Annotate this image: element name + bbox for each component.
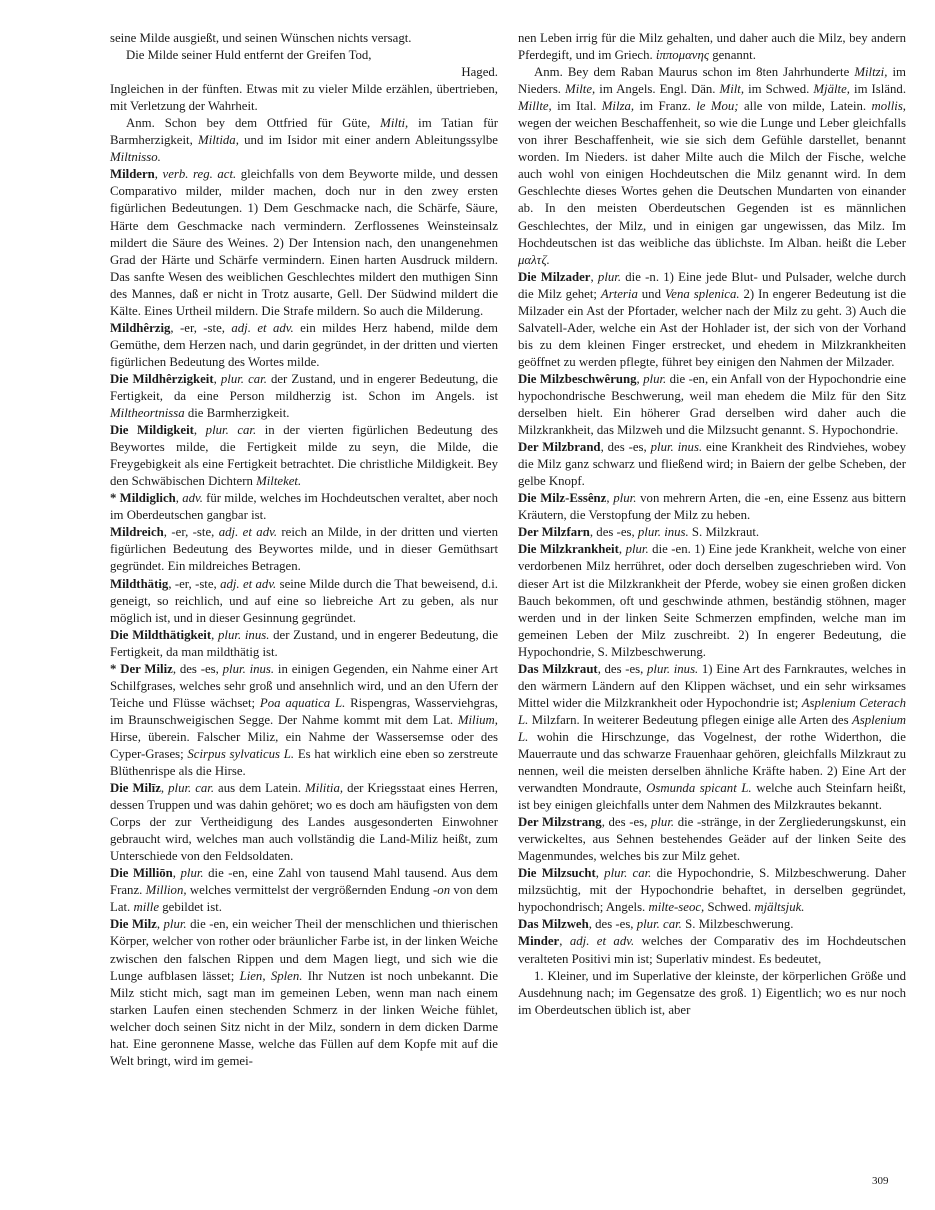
headword: Der Milzfarn <box>518 525 590 540</box>
entry-text: , <box>559 934 570 949</box>
entry-text: im Nieders. <box>518 65 906 97</box>
entry-text: die -en, eine Zahl von tausend Mahl tausend. Aus dem Franz. <box>110 866 499 898</box>
entry-text: die -en, ein Anfall von der Hypochondrie eine hypochondrische Beschwerung, weil man ehedem die Milz für den Sitz derselben hielt. Ein höherer Grad derselben wird daher auch die Milzkrankheit, das Milzweh und die Milzsucht genannt. S. Hypochondrie. <box>518 371 907 438</box>
entry-text: , <box>590 269 598 284</box>
entry-text: im Ital. <box>551 99 602 114</box>
entry-text: , -er, -ste, <box>163 525 219 540</box>
dictionary-entry <box>518 439 906 490</box>
italic-term: Miltnisso. <box>110 150 161 165</box>
headword: Die Milzsucht <box>518 866 596 881</box>
entry-text: Rispengras, Wasserviehgras, im Braunschweigischen Segge. Der Nahme kommt mit dem Lat. <box>110 695 498 727</box>
entry-text: Hirse, überein. Falscher Miliz, ein Nahme der Wassersemse oder des Cyper-Grases; <box>110 729 498 761</box>
dictionary-entry <box>518 541 906 660</box>
dictionary-entry <box>110 422 498 490</box>
entry-text: , <box>636 371 644 386</box>
italic-term: plur. inus. <box>222 661 275 676</box>
headword: Mildhêrzig <box>110 320 171 335</box>
italic-term: plur. <box>625 542 649 557</box>
italic-term: plur. car. <box>205 423 257 438</box>
italic-term: plur. inus. <box>637 525 689 540</box>
italic-term: plur. car. <box>604 866 652 881</box>
entry-text: alle von milde, Latein. <box>738 99 872 114</box>
dictionary-entry <box>518 661 906 814</box>
dictionary-entry <box>110 371 498 422</box>
entry-text: aus dem Latein. <box>214 781 306 796</box>
italic-term: plur. car. <box>636 917 682 932</box>
headword: Das Milzweh <box>518 917 589 932</box>
italic-term: Poa aquatica L. <box>259 695 346 710</box>
entry-text: , <box>595 866 605 881</box>
entry-text: , des -es, <box>588 917 637 932</box>
headword: Die Milz <box>110 917 157 932</box>
headword: Die Milzkrankheit <box>518 542 619 557</box>
italic-term: Militia, <box>305 781 344 796</box>
italic-term: Millte, <box>518 99 552 114</box>
headword: Die Mildigkeit <box>110 423 194 438</box>
left-column <box>110 30 498 1070</box>
dictionary-entry <box>110 490 498 524</box>
italic-term: Mjälte, <box>813 82 850 97</box>
entry-text: , des -es, <box>589 525 638 540</box>
entry-text: , des -es, <box>597 661 647 676</box>
entry-text: , des -es, <box>601 815 651 830</box>
entry-text: gleichfalls von dem Beyworte milde, und dessen Comparativo milder, milder machen, doch nur in den zwey ersten figürlichen Bedeutungen. 1) Dem Geschmacke nach, die Schärfe, Säure, Härte dem Geschmacke nach vermindern. Zerflossenes Weinsteinsalz mildert die Säure des Weines. 2) Der Intension nach, den unangenehmen Grad der Härte und Schärfe vermindern. Einen harten Ausdruck mildern. Das sanfte Wesen des weiblichen Geschlechtes mildert den muthigen Sinn des Mannes, daß er nicht in Trotz ausarte, Gell. Der Südwind mildert die Kälte. Eines Urtheil mildern. Die Strafe mildern. So auch die Milderung. <box>110 167 498 318</box>
italic-term: Milt, <box>719 82 745 97</box>
dictionary-entry <box>518 968 906 1019</box>
dictionary-entry <box>110 916 498 1069</box>
entry-text: in der vierten figürlichen Bedeutung des Beywortes milde, die Fertigkeit milde zu seyn, die Milde, die Freygebigkeit als eine Fertigkeit betrachtet. Die christliche Mildigkeit. Bey den Schwäbischen Dichtern <box>110 423 498 489</box>
entry-text: gebildet ist. <box>159 900 222 915</box>
italic-term: mollis, <box>871 99 907 114</box>
entry-text: 2) In engerer Bedeutung ist die Milzader ein Ast der Pfortader, welcher nach der Milz zu geht. 3) Auch die Salvatell-Ader, welche ein Ast der Hohlader ist, der sich von der Vorhand bis zu dem kleinen Finger erstrecket, und ehedem in Milzkrankheiten geöffnet zu werden pflegte, führet bey einigen den Nahmen der Milzader. <box>518 286 907 369</box>
dictionary-entry <box>110 115 498 166</box>
entry-text: , <box>172 866 181 881</box>
italic-term: Vena splenica. <box>664 286 740 301</box>
entry-text: Anm. Bey dem Raban Maurus schon im 8ten Jahrhunderte <box>534 65 855 80</box>
dictionary-entry <box>518 524 906 541</box>
italic-term: Million, <box>145 883 187 898</box>
right-column <box>518 30 906 1019</box>
italic-term: plur. <box>643 371 667 386</box>
entry-text: wohin die Hirschzunge, das Vogelnest, der rothe Widerthon, die Mauerraute und das schwarze Frauenhaar gehören, gleichfalls Milzkraut zu nennen, weil die meisten derselben ähnliche Kräfte haben. 2) Eine Art der verwandten Mondraute, <box>518 729 906 796</box>
entry-text: im Franz. <box>634 99 697 114</box>
dictionary-entry <box>518 490 906 524</box>
entry-text: , <box>606 491 614 506</box>
entry-text: ein mildes Herz habend, milde dem Gemüthe, dem Herzen nach, und darin gegründet, in der dritten und vierten figürlichen Bedeutung des Wortes milde. <box>110 320 498 369</box>
italic-term: milte-seoc, <box>648 900 705 915</box>
headword: Minder <box>518 934 560 949</box>
dictionary-entry <box>110 166 498 319</box>
italic-term: Arteria <box>600 286 638 301</box>
entry-text: die Barmherzigkeit. <box>184 406 290 421</box>
headword: Die Milzader <box>518 269 591 284</box>
italic-term: Asplenium Ceterach L. <box>518 695 907 727</box>
entry-text: eine Krankheit des Rindviehes, wobey die Milz ganz schwarz und fließend wird; in Baiern der gelbe Scheben, der gelbe Knopf. <box>518 440 907 489</box>
headword: Die Milzbeschwêrung <box>518 371 637 386</box>
entry-text: die -n. 1) Eine jede Blut- und Pulsader, welche durch die Milz gehet; <box>518 269 907 301</box>
entry-text: , <box>618 542 626 557</box>
headword: Mildreich <box>110 525 164 540</box>
dictionary-entry <box>518 865 906 916</box>
entry-text: , <box>211 627 219 642</box>
italic-term: adj. et adv. <box>218 525 278 540</box>
entry-text: , <box>156 917 164 932</box>
italic-term: Milium, <box>457 712 498 727</box>
dictionary-entry <box>110 320 498 371</box>
dictionary-entry <box>110 865 498 916</box>
dictionary-entry <box>518 814 906 865</box>
italic-term: verb. reg. act. <box>162 167 237 182</box>
entry-text: in einigen Gegenden, ein Nahme einer Art Schilfgrases, welches sehr groß und ansehnlich wird, und an den Ufern der Teiche und Flüsse wächset; <box>110 661 499 710</box>
headword: Die Milz-Essênz <box>518 491 607 506</box>
italic-term: plur. inus. <box>218 627 270 642</box>
entry-text: genannt. <box>709 48 756 63</box>
headword: Die Milīz <box>110 781 161 796</box>
italic-term: -on <box>433 883 451 898</box>
dictionary-entry <box>518 269 906 371</box>
headword: Mildern <box>110 167 155 182</box>
headword: Die Milliōn <box>110 866 173 881</box>
entry-text: , <box>213 371 221 386</box>
entry-text: im Angels. Engl. Dän. <box>595 82 720 97</box>
entry-text: die -stränge, in der Zergliederungskunst, ein verwickeltes, aus Sehnen bestehendes Geäder auf der linken Seite des Magenmundes, welches bis zur Milz gehet. <box>518 815 906 864</box>
italic-term: Miltheortnissa <box>110 406 185 421</box>
italic-term: plur. <box>180 866 204 881</box>
dictionary-entry <box>518 933 906 967</box>
entry-text: 1) Eine Art des Farnkrautes, welches in den wärmern Ländern auf den Klippen wächset, und ein sehr wirksames Mittel wider die Milzkrankheit oder Hypochondrie ist; <box>518 661 906 710</box>
entry-text: S. Milzkraut. <box>688 525 760 540</box>
entry-text: , <box>154 167 163 182</box>
entry-text: 1. Kleiner, und im Superlative der kleinste, der körperlichen Größe und Ausdehnung nach; im Gegensatze des groß. 1) Eigentlich; wo es nur noch im Oberdeutschen üblich ist, aber <box>518 968 906 1017</box>
italic-term: Milte, <box>565 82 596 97</box>
entry-text: reich an Milde, in der dritten und vierten figürlichen Bedeutung des Beywortes milde, und in dieser Gemüthsart gegründet. Ein mildreiches Betragen. <box>110 525 498 574</box>
italic-term: ἱππομανης <box>655 48 710 63</box>
headword: Der Milzstrang <box>518 815 602 830</box>
dictionary-entry <box>110 627 498 661</box>
dictionary-entry <box>518 371 906 439</box>
headword: Mildthätig <box>110 576 169 591</box>
italic-term: plur. inus. <box>646 661 699 676</box>
dictionary-entry <box>110 524 498 575</box>
headword: Der Milzbrand <box>518 440 601 455</box>
entry-text: die -en. 1) Eine jede Krankheit, welche von einer verdorbenen Milz herrühret, oder doch derselben zugeschrieben wird. Von dieser Art ist die Milzkrankheit der Pferde, wobey sie einen großen dicken Bauch bekommen, oft und geschwinde athmen, beständig stöhnen, mager werden und in der linken Seite Schmerzen empfinden, welche man im gemeinen Leben der Milz zuschreibt. 2) In engerer Bedeutung, die Hypochondrie, S. Milzbeschwerung. <box>518 542 906 659</box>
entry-text: der Zustand, und in engerer Bedeutung, die Fertigkeit, da man mildthätig ist. <box>110 627 498 659</box>
entry-text: Anm. Schon bey dem Ottfried für Güte, <box>126 116 381 131</box>
dictionary-entry <box>518 30 906 64</box>
italic-term: adv. <box>182 491 203 506</box>
italic-term: Milteket. <box>256 474 302 489</box>
entry-text: wegen der weichen Beschaffenheit, so wie die Lunge und Leber gleichfalls von ihrer Beschaffenheit, wie sie sich dem Gefühle darstellet, benannt worden. Im Nieders. ist daher Milte auch die Milch der Fische, welche auch wohl von einigen Hochdeutschen die Milz genannt wird. In dem Geschlechte dieses Wortes gehen die Deutschen Mundarten von einander ab. In den meisten Oberdeutschen Gegenden ist es männlichen Geschlechtes, der Milz, und in einigen gar ungewissen, das Milz. Im Hochdeutschen ist das weibliche das üblichste. Im Alban. heißt die Leber <box>518 116 906 250</box>
entry-text: der Kriegsstaat eines Herren, dessen Truppen und was dahin gehöret; wo es doch am häufigsten von dem Corps der zur Vertheidigung des Landes ausgesonderten Einwohner gebraucht wird, welches man auch vollständig die Land-Miliz heißt, zum Unterschiede von den Feldsoldaten. <box>110 781 498 864</box>
italic-term: Osmunda spicant L. <box>646 781 752 796</box>
entry-text: nen Leben irrig für die Milz gehalten, und daher auch die Milz, bey andern Pferdegift, und im Griech. <box>518 31 906 63</box>
italic-term: plur. <box>597 269 622 284</box>
dictionary-entry <box>110 47 498 64</box>
entry-text: welches der Comparativ des im Hochdeutschen veralteten Positivi min ist; Superlativ mindest. Es bedeutet, <box>518 934 907 966</box>
entry-text: Die Milde seiner Huld entfernt der Greifen Tod, <box>126 48 372 63</box>
italic-term: adj. et adv. <box>231 320 294 335</box>
entry-text: im Isländ. <box>849 82 907 97</box>
italic-term: mjältsjuk. <box>754 900 805 915</box>
headword: Die Mildhêrzigkeit <box>110 371 214 386</box>
italic-term: Scirpus sylvaticus L. <box>187 746 295 761</box>
entry-text: seine Milde ausgießt, und seinen Wünschen nichts versagt. <box>110 31 412 45</box>
entry-text: , -er, -ste, <box>170 320 232 335</box>
entry-text: Es hat wirklich eine eben so zerstreute Blüthenrispe als die Hirse. <box>110 746 498 779</box>
italic-term: mille <box>133 900 160 915</box>
entry-text: welches vermittelst der vergrößernden Endung <box>186 883 434 898</box>
headword: Die Mildthätigkeit <box>110 627 212 642</box>
italic-term: Miltida, <box>198 133 239 148</box>
italic-term: Milti, <box>380 116 409 131</box>
dictionary-entry <box>110 30 498 47</box>
entry-text: , <box>160 781 169 796</box>
italic-term: μαλτζ. <box>518 252 550 267</box>
entry-text: und im Isidor mit einer andern Ableitungssylbe <box>238 133 498 148</box>
entry-text: im Schwed. <box>744 82 814 97</box>
page-number: 309 <box>872 1175 889 1187</box>
dictionary-entry <box>110 780 498 865</box>
entry-text: und <box>637 286 665 301</box>
entry-text: für milde, welches im Hochdeutschen veraltet, aber noch im Oberdeutschen gangbar ist. <box>110 491 498 523</box>
entry-text: Ihr Nutzen ist noch unbekannt. Die Milz sticht mich, sagt man im gemeinen Leben, wenn man nach einem starken Laufen einen stechenden Schmerz in der linken Weiche fühlet, welcher doch seinen Sitz nicht in der Milz, sondern in dem dicken Darme hat. Eine geronnene Masse, welche das Füllen auf dem Kopfe mit auf die Welt bringt, wird im gemei- <box>110 968 498 1068</box>
italic-term: plur. car. <box>168 781 215 796</box>
entry-text: im Tatian für Barmherzigkeit, <box>110 116 498 148</box>
entry-text: welche auch Steinfarn heißt, ist bey einigen gleichfalls unter dem Nahmen des Milzkrautes bekannt. <box>518 781 906 813</box>
italic-term: plur. <box>163 917 187 932</box>
dictionary-entry <box>110 81 498 115</box>
italic-term: Asplenium L. <box>518 712 906 744</box>
italic-term: adj. et adv. <box>220 576 277 591</box>
headword: * Mildiglich <box>110 491 176 506</box>
entry-text: die Hypochondrie, S. Milzbeschwerung. Daher milzsüchtig, mit der Hypochondrie behaftet, in derselben gegründet, hypochondrisch; Angels. <box>518 866 907 915</box>
headword: * Der Miliz <box>110 661 173 676</box>
entry-text: die -en, ein weicher Theil der menschlichen und thierischen Körper, welcher von rother oder bräunlicher Farbe ist, in der linken Weiche zwischen den falschen Rippen und dem Magen liegt, und sich wie die Lunge aufblasen lässet; <box>110 917 499 983</box>
dictionary-entry <box>110 661 498 780</box>
entry-text: seine Milde durch die That beweisend, d.i. geneigt, so reichlich, und auf eine so liebreiche Art zu geben, als nur möglich ist, und in dieser Gesinnung gegründet. <box>110 576 498 625</box>
dictionary-entry <box>518 916 906 933</box>
entry-text: S. Milzbeschwerung. <box>681 917 794 932</box>
dictionary-entry <box>110 576 498 627</box>
entry-text: der Zustand, und in engerer Bedeutung, die Fertigkeit, da eine Person mildherzig ist. Schon im Angels. ist <box>110 371 498 403</box>
dictionary-entry <box>518 64 906 269</box>
headword: Das Milzkraut <box>518 661 598 676</box>
italic-term: Miltzi, <box>854 65 888 80</box>
entry-text: , <box>175 491 183 506</box>
entry-text: Schwed. <box>704 900 755 915</box>
entry-text: Haged. <box>461 65 498 80</box>
italic-term: adj. et adv. <box>569 934 635 949</box>
italic-term: le Mou; <box>696 99 739 114</box>
italic-term: plur. car. <box>220 371 267 386</box>
entry-text: Ingleichen in der fünften. Etwas mit zu vieler Milde erzählen, übertrieben, mit Verletzung der Wahrheit. <box>110 82 498 114</box>
entry-text: von mehrern Arten, die -en, eine Essenz aus bittern Kräutern, die Verstopfung der Milz zu heben. <box>518 491 906 523</box>
italic-term: plur. inus. <box>650 440 703 455</box>
entry-text: Milzfarn. In weiterer Bedeutung pflegen einige alle Arten des <box>528 712 852 727</box>
dictionary-entry <box>110 64 498 81</box>
entry-text: von dem Lat. <box>110 883 498 915</box>
italic-term: plur. <box>613 491 637 506</box>
entry-text: , <box>193 423 206 438</box>
entry-text: , des -es, <box>600 440 651 455</box>
entry-text: , des -es, <box>172 661 223 676</box>
italic-term: plur. <box>650 815 675 830</box>
italic-term: Milza, <box>601 99 635 114</box>
italic-term: Lien, Splen. <box>239 968 303 983</box>
entry-text: , -er, -ste, <box>168 576 221 591</box>
